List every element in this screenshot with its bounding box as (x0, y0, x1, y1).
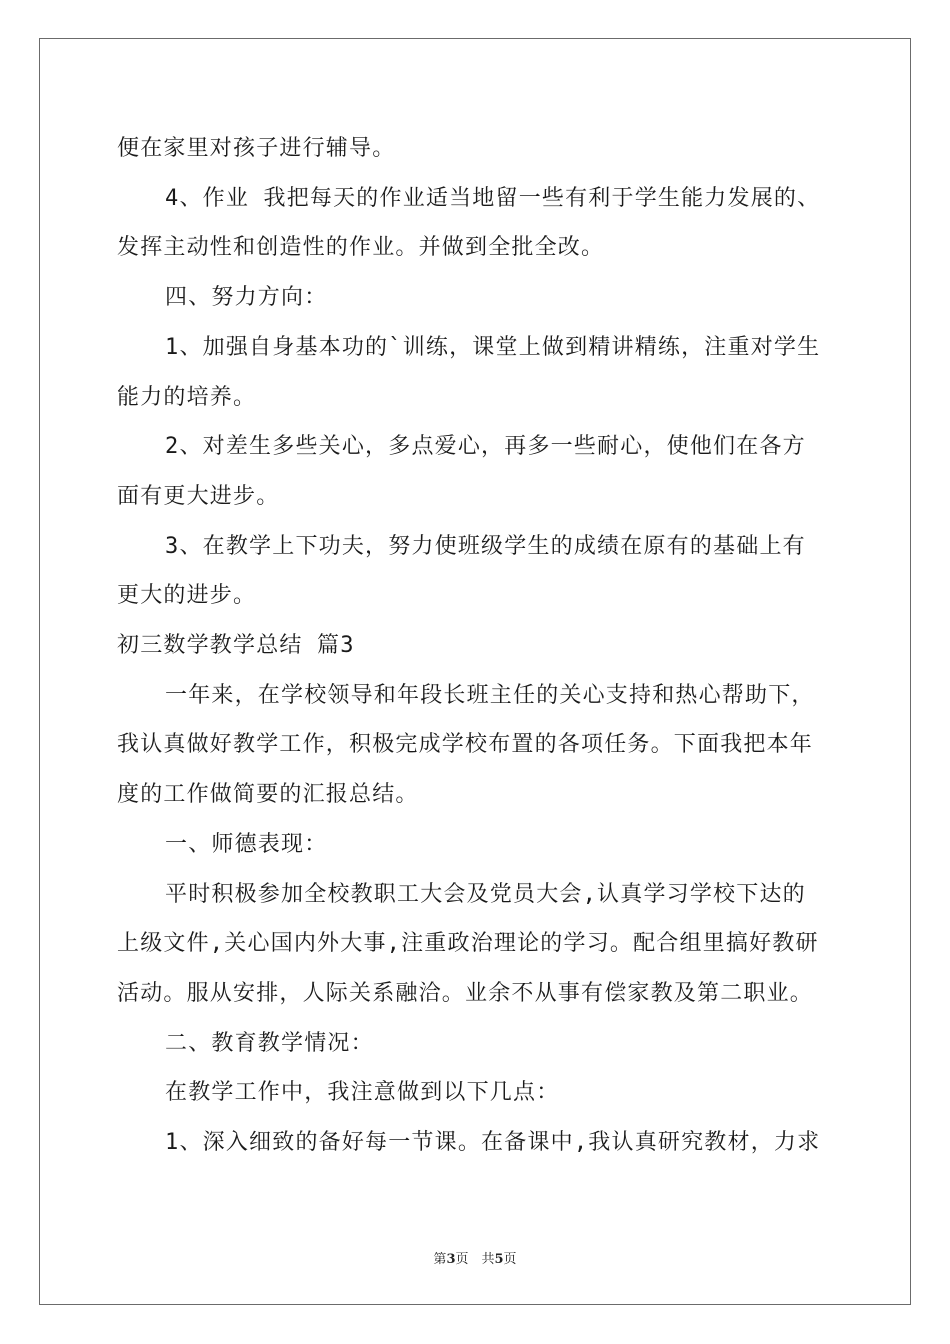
page-prefix: 第 (433, 1252, 447, 1267)
text-line: 面有更大进步。 (117, 484, 280, 509)
page-border (39, 38, 911, 1305)
page-suffix: 页 (503, 1252, 517, 1267)
page-current: 3 (446, 1252, 456, 1267)
text-line: 能力的培养。 (117, 385, 257, 410)
text-line: 度的工作做简要的汇报总结。 (117, 782, 419, 807)
text-line: 1、加强自身基本功的`训练，课堂上做到精讲精练，注重对学生 (165, 335, 821, 360)
text-line: 发挥主动性和创造性的作业。并做到全批全改。 (117, 235, 605, 260)
section-heading: 二、教育教学情况： (165, 1031, 374, 1056)
text-line: 在教学工作中，我注意做到以下几点： (165, 1080, 560, 1105)
page-footer (0, 1252, 950, 1268)
page-total: 5 (494, 1252, 504, 1267)
text-line: 上级文件,关心国内外大事,注重政治理论的学习。配合组里搞好教研 (117, 931, 819, 956)
text-line: 我认真做好教学工作，积极完成学校布置的各项任务。下面我把本年 (117, 732, 814, 757)
page-mid: 页 共 (455, 1252, 495, 1267)
text-line: 一年来，在学校领导和年段长班主任的关心支持和热心帮助下， (165, 683, 815, 708)
text-line: 活动。服从安排，人际关系融洽。业余不从事有偿家教及第二职业。 (117, 981, 814, 1006)
text-line: 平时积极参加全校教职工大会及党员大会,认真学习学校下达的 (165, 882, 806, 907)
text-line: 1、深入细致的备好每一节课。在备课中,我认真研究教材，力求 (165, 1130, 821, 1155)
text-line: 3、在教学上下功夫，努力使班级学生的成绩在原有的基础上有 (165, 534, 806, 559)
section-heading: 一、师德表现： (165, 832, 328, 857)
section-heading: 四、努力方向： (165, 285, 328, 310)
text-line: 更大的进步。 (117, 583, 257, 608)
text-line: 4、作业 我把每天的作业适当地留一些有利于学生能力发展的、 (165, 186, 821, 211)
text-line: 便在家里对孩子进行辅导。 (117, 136, 396, 161)
article-title: 初三数学教学总结 篇3 (117, 633, 355, 658)
text-line: 2、对差生多些关心，多点爱心，再多一些耐心，使他们在各方 (165, 434, 806, 459)
